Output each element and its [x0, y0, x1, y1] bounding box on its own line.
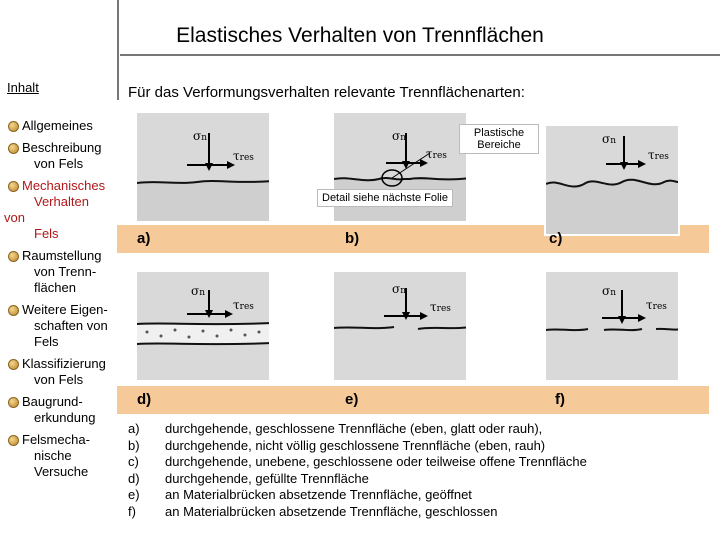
sidebar-item-label: Weitere Eigen- [22, 302, 108, 317]
panel-label-a: a) [137, 230, 151, 247]
detail-note: Detail siehe nächste Folie [317, 189, 453, 207]
sidebar-item-beschreibung[interactable] [4, 140, 120, 172]
sigma-n-label: σn [602, 132, 616, 146]
tau-res-label: τres [233, 149, 254, 163]
panel-label-e: e) [345, 391, 359, 408]
legend-row: f) an Materialbrücken absetzende Trennfläche, geschlossen [128, 503, 498, 519]
caption-bar-bottom [117, 386, 709, 414]
sigma-n-label: σn [193, 129, 207, 143]
sigma-n-label: σn [191, 284, 205, 298]
panel-label-d: d) [137, 391, 152, 408]
sidebar-item-label: Beschreibung [22, 140, 102, 155]
tau-res-label: τres [426, 147, 447, 161]
sidebar-item-allgemeines[interactable] [4, 118, 120, 134]
sidebar-item-label: von Fels [34, 156, 84, 171]
sidebar-item-label: Fels [34, 226, 59, 241]
sidebar-item-label: flächen [34, 280, 76, 295]
bullet-icon [8, 397, 19, 408]
sidebar-item-label: nische [34, 448, 72, 463]
sidebar-item-label: Verhalten [34, 194, 89, 209]
tau-res-label: τres [648, 148, 669, 162]
sidebar-item-klassifizierung[interactable] [4, 356, 120, 388]
bullet-icon [8, 359, 19, 370]
panel-label-f: f) [555, 391, 565, 408]
sidebar-item-baugrunderkundung[interactable] [4, 394, 120, 426]
header-divider-vertical [117, 0, 119, 100]
legend-row: d) durchgehende, gefüllte Trennfläche [128, 470, 369, 486]
panel-c [544, 124, 680, 236]
legend-row: e) an Materialbrücken absetzende Trennfläche, geöffnet [128, 487, 472, 502]
sidebar-item-label: Fels [34, 334, 59, 349]
sigma-n-label: σn [392, 129, 406, 143]
sidebar-item-label: Mechanisches [22, 178, 106, 193]
bullet-icon [8, 143, 19, 154]
sidebar-item-weitere-eigenschaften[interactable] [4, 302, 120, 350]
sidebar-nav [4, 118, 120, 486]
bullet-icon [8, 121, 19, 132]
sidebar-item-mechanisches-verhalten[interactable] [4, 178, 120, 242]
bullet-icon [8, 305, 19, 316]
tau-res-label: τres [233, 298, 254, 312]
panel-e [332, 270, 468, 382]
bullet-icon [8, 251, 19, 262]
sidebar-item-label: von Trenn- [34, 264, 97, 279]
tau-res-label: τres [646, 298, 667, 312]
legend-row: b) durchgehende, nicht völlig geschlossene Trennfläche (eben, rauh) [128, 437, 546, 453]
sidebar-item-label: Raumstellung [22, 248, 102, 263]
sidebar-item-label: erkundung [34, 410, 96, 425]
sidebar-item-label: Baugrund- [22, 394, 83, 409]
sidebar-item-felsmechanische-versuche[interactable] [4, 432, 120, 480]
sidebar-item-label: von Fels [34, 372, 84, 387]
panel-label-b: b) [345, 230, 360, 247]
panel-d [135, 270, 271, 382]
bullet-icon [8, 181, 19, 192]
sidebar-heading[interactable]: Inhalt [7, 80, 39, 95]
sidebar-item-label: Versuche [34, 464, 89, 479]
sidebar-item-label: Klassifizierung [22, 356, 106, 371]
tau-res-label: τres [430, 300, 451, 314]
legend [128, 421, 587, 520]
sigma-n-label: σn [392, 282, 406, 296]
joint-types-figure [117, 107, 709, 414]
legend-row: c) durchgehende, unebene, geschlossene oder teilweise offene Trennfläche [128, 454, 587, 469]
panel-a [135, 111, 271, 223]
sidebar-item-label: Allgemeines [22, 118, 93, 133]
panel-label-c: c) [549, 230, 563, 247]
header-divider [120, 54, 720, 56]
slide-title: Elastisches Verhalten von Trennflächen [176, 24, 544, 47]
legend-row: a) durchgehende, geschlossene Trennfläche (eben, glatt oder rauh), [128, 421, 543, 436]
subtitle: Für das Verformungsverhalten relevante Trennflächenarten: [128, 84, 525, 101]
sidebar-item-label: Felsmecha- [22, 432, 90, 447]
plastic-zones-label: Plastische Bereiche [459, 124, 539, 154]
sidebar-item-label: schaften von [34, 318, 108, 333]
sidebar-item-label: von [4, 210, 25, 225]
panel-f [544, 270, 680, 382]
sidebar-item-raumstellung[interactable] [4, 248, 120, 296]
sigma-n-label: σn [602, 284, 616, 298]
bullet-icon [8, 435, 19, 446]
